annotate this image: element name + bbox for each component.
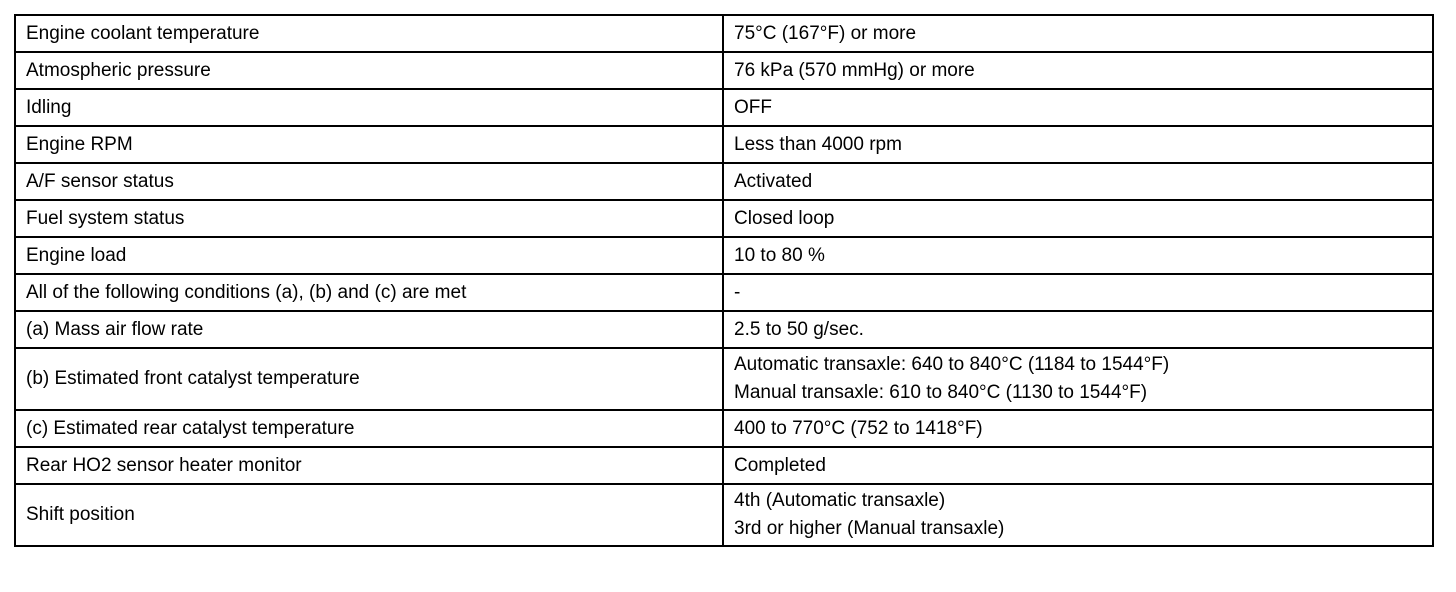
condition-value: [723, 89, 1433, 126]
condition-item: Engine coolant temperature: [15, 15, 723, 52]
value-line: Less than 4000 rpm: [734, 133, 902, 155]
conditions-table-container: [14, 14, 1432, 547]
condition-item: Shift position: [15, 484, 723, 546]
condition-value: [723, 52, 1433, 89]
condition-item: Atmospheric pressure: [15, 52, 723, 89]
table-row: [15, 89, 1433, 126]
value-line: 10 to 80 %: [734, 244, 825, 266]
table-row: [15, 163, 1433, 200]
condition-item: All of the following conditions (a), (b) and (c) are met: [15, 274, 723, 311]
condition-value: [723, 484, 1433, 546]
value-line: 4th (Automatic transaxle): [734, 490, 946, 511]
value-line: 76 kPa (570 mmHg) or more: [734, 59, 975, 81]
table-row: [15, 274, 1433, 311]
condition-item: (a) Mass air flow rate: [15, 311, 723, 348]
condition-value: [723, 237, 1433, 274]
table-row: [15, 447, 1433, 484]
value-line: Manual transaxle: 610 to 840°C (1130 to 1544°F): [734, 382, 1148, 403]
table-row: [15, 200, 1433, 237]
value-line: 2.5 to 50 g/sec.: [734, 318, 864, 340]
condition-value: [723, 15, 1433, 52]
condition-value: [723, 163, 1433, 200]
condition-value: [723, 410, 1433, 447]
value-line: Completed: [734, 454, 826, 476]
condition-item: A/F sensor status: [15, 163, 723, 200]
value-line: Activated: [734, 170, 813, 192]
condition-value: [723, 447, 1433, 484]
value-line: Automatic transaxle: 640 to 840°C (1184 to 1544°F): [734, 354, 1170, 375]
condition-item: Idling: [15, 89, 723, 126]
value-line: OFF: [734, 96, 772, 118]
condition-item: Fuel system status: [15, 200, 723, 237]
condition-value: [723, 126, 1433, 163]
table-row: [15, 348, 1433, 410]
table-row: [15, 126, 1433, 163]
value-line: 3rd or higher (Manual transaxle): [734, 518, 1005, 539]
condition-item: (b) Estimated front catalyst temperature: [15, 348, 723, 410]
table-row: [15, 311, 1433, 348]
value-line: Closed loop: [734, 207, 835, 229]
table-row: [15, 15, 1433, 52]
value-line: -: [734, 281, 741, 303]
table-row: [15, 52, 1433, 89]
condition-item: Engine RPM: [15, 126, 723, 163]
condition-value: [723, 311, 1433, 348]
condition-item: (c) Estimated rear catalyst temperature: [15, 410, 723, 447]
value-line: 75°C (167°F) or more: [734, 22, 917, 44]
table-row: [15, 484, 1433, 546]
condition-item: Rear HO2 sensor heater monitor: [15, 447, 723, 484]
condition-value: [723, 274, 1433, 311]
table-row: [15, 410, 1433, 447]
table-row: [15, 237, 1433, 274]
condition-value: [723, 348, 1433, 410]
condition-value: [723, 200, 1433, 237]
value-line: 400 to 770°C (752 to 1418°F): [734, 417, 983, 439]
conditions-table: [14, 14, 1434, 547]
condition-item: Engine load: [15, 237, 723, 274]
